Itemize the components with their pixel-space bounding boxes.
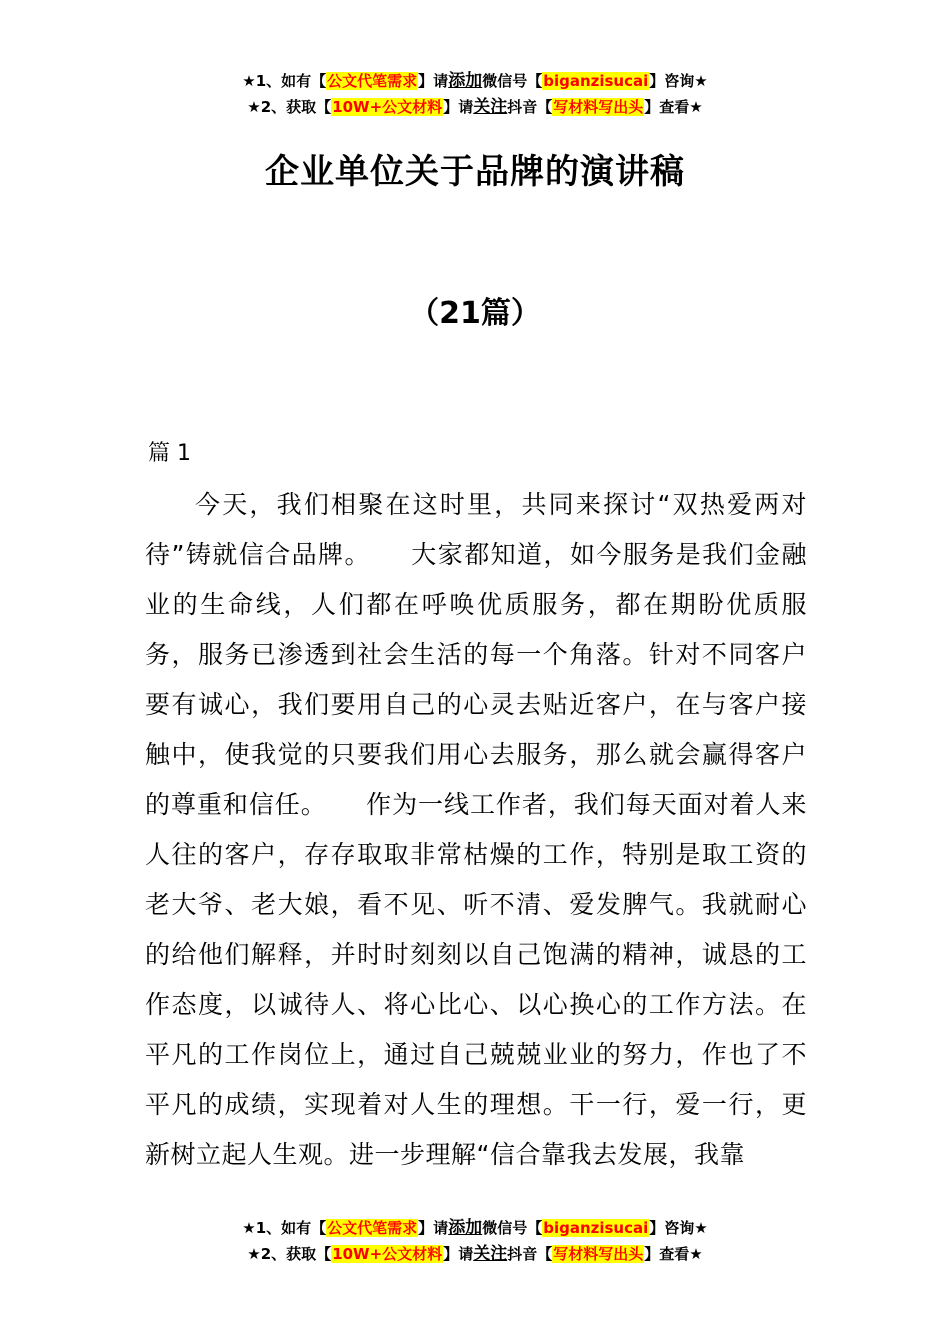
header-line-2-prefix: ★2、获取【 [247, 98, 332, 116]
header-line-2-text: 】请 [443, 98, 474, 116]
header-line-2 [0, 94, 950, 120]
header-highlight-douyin: 写材料写出头 [553, 98, 644, 116]
document-title: 企业单位关于品牌的演讲稿 [265, 152, 685, 192]
footer-highlight-materials: 10W+公文材料 [332, 1245, 443, 1263]
footer-line-1-suffix: 】咨询★ [649, 1219, 708, 1237]
footer-banner [0, 1215, 950, 1267]
header-line-1-prefix: ★1、如有【 [242, 72, 327, 90]
header-line-1 [0, 68, 950, 94]
header-emphasis-add: 添加 [448, 71, 483, 91]
footer-line-1 [0, 1215, 950, 1241]
header-line-2-suffix: 】查看★ [644, 98, 703, 116]
header-highlight-wechat-id: biganzisucai [543, 72, 649, 90]
footer-line-2 [0, 1241, 950, 1267]
footer-highlight-douyin: 写材料写出头 [553, 1245, 644, 1263]
body-paragraph: 今天，我们相聚在这时里，共同来探讨“双热爱两对待”铸就信合品牌。 大家都知道，如今服务是我们金融业的生命线，人们都在呼唤优质服务，都在期盼优质服务，服务已渗透到社会生活的每一个角落。针对不同客户要有诚心，我们要用自己的心灵去贴近客户，在与客户接触中，使我觉的只要我们用心去服务，那么就会赢得客户的尊重和信任。 作为一线工作者，我们每天面对着人来人往的客户，存存取取非常枯燥的工作，特别是取工资的老大爷、老大娘，看不见、听不清、爱发脾气。我就耐心的给他们解释，并时时刻刻以自己饱满的精神，诚恳的工作态度，以诚待人、将心比心、以心换心的工作方法。在平凡的工作岗位上，通过自己兢兢业业的努力，作也了不平凡的成绩，实现着对人生的理想。干一行，爱一行，更新树立起人生观。进一步理解“信合靠我去发展，我靠 [145, 490, 807, 1169]
footer-line-2-text: 】请 [443, 1245, 474, 1263]
footer-highlight-wechat-id: biganzisucai [543, 1219, 649, 1237]
footer-emphasis-add: 添加 [448, 1218, 483, 1238]
header-line-1-text-2: 微信号【 [482, 72, 543, 90]
footer-line-2-text-2: 抖音【 [507, 1245, 553, 1263]
footer-line-1-prefix: ★1、如有【 [242, 1219, 327, 1237]
footer-line-2-prefix: ★2、获取【 [247, 1245, 332, 1263]
header-highlight-materials: 10W+公文材料 [332, 98, 443, 116]
footer-emphasis-follow: 关注 [473, 1244, 508, 1264]
footer-line-2-suffix: 】查看★ [644, 1245, 703, 1263]
footer-line-1-text: 】请 [418, 1219, 449, 1237]
header-line-1-text: 】请 [418, 72, 449, 90]
footer-highlight-service: 公文代笔需求 [327, 1219, 418, 1237]
header-banner [0, 68, 950, 120]
header-highlight-service: 公文代笔需求 [327, 72, 418, 90]
section-label: 篇 1 [148, 441, 191, 466]
footer-line-1-text-2: 微信号【 [482, 1219, 543, 1237]
header-line-2-text-2: 抖音【 [507, 98, 553, 116]
header-emphasis-follow: 关注 [473, 97, 508, 117]
document-subtitle: （21篇） [409, 296, 541, 331]
header-line-1-suffix: 】咨询★ [649, 72, 708, 90]
